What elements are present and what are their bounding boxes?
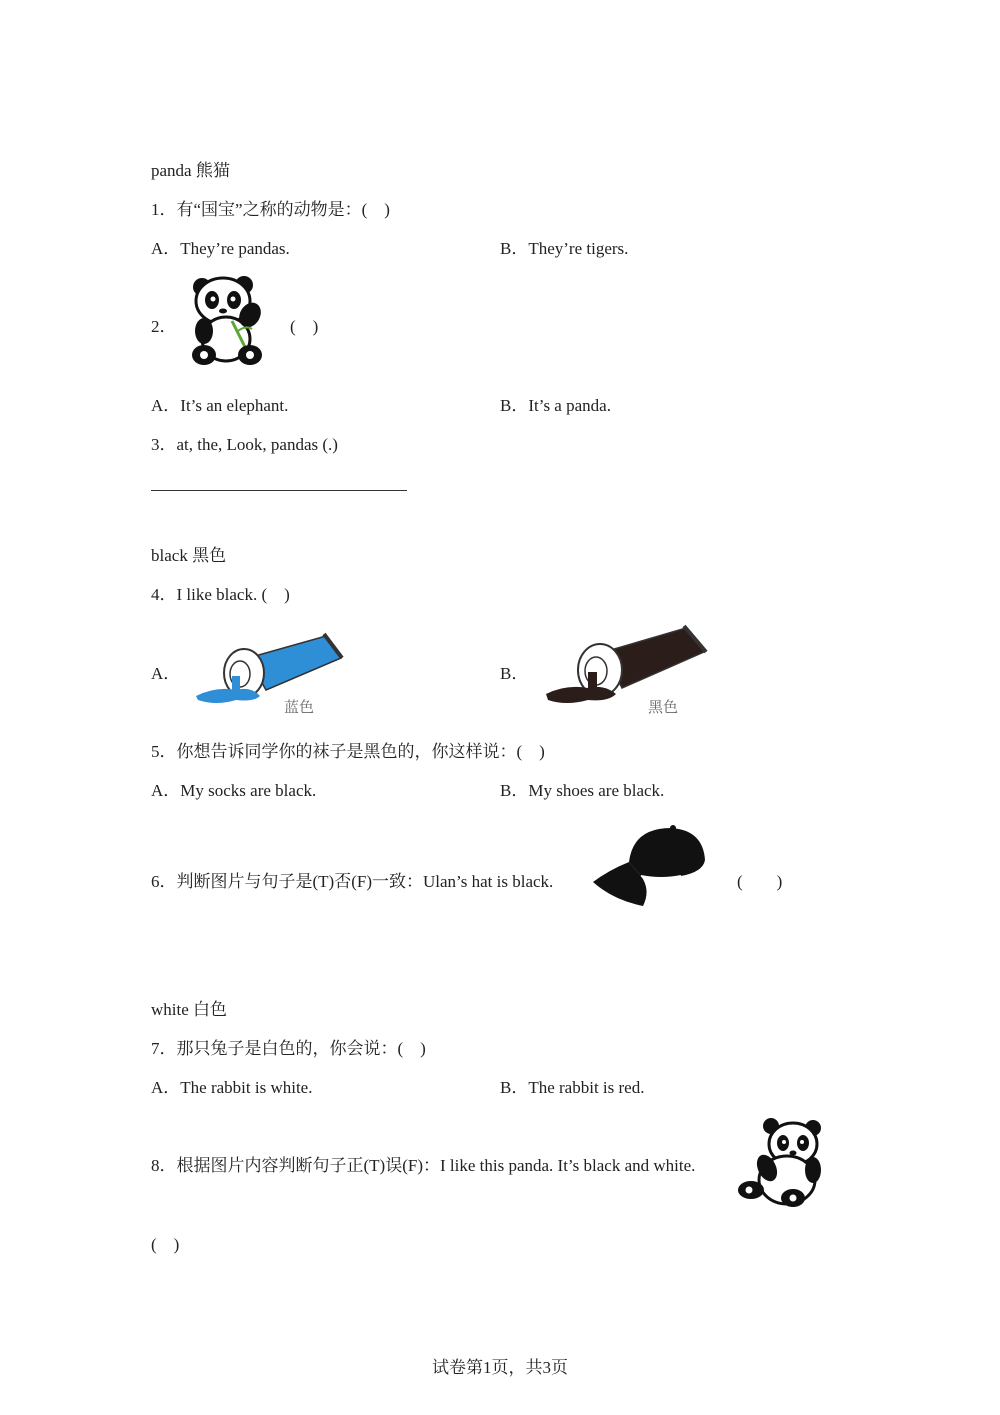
question-4-option-a-label[interactable]: A． — [151, 664, 181, 683]
question-1-option-b[interactable]: B．They’re tigers. — [500, 239, 629, 258]
question-5-stem: 5．你想告诉同学你的袜子是黑色的，你这样说：( ) — [151, 742, 545, 761]
question-8-answer-paren[interactable]: ( ) — [151, 1235, 180, 1254]
question-7-stem: 7．那只兔子是白色的，你会说：( ) — [151, 1039, 426, 1058]
section-title-white: white 白色 — [151, 1000, 228, 1019]
blue-paint-tube-icon[interactable] — [196, 628, 346, 718]
section-title-black: black 黑色 — [151, 546, 227, 565]
section-title-panda: panda 熊猫 — [151, 161, 230, 180]
question-2-number: 2． — [151, 317, 177, 336]
page-footer: 试卷第1页，共3页 — [432, 1358, 568, 1377]
question-5-option-a[interactable]: A．My socks are black. — [151, 781, 317, 800]
question-8-stem: 8．根据图片内容判断句子正(T)误(F)：I like this panda. It’s black and white. — [151, 1156, 696, 1175]
question-4-option-a-caption: 蓝色 — [284, 698, 315, 716]
question-3-answer-line[interactable] — [151, 490, 407, 491]
question-5-option-b[interactable]: B．My shoes are black. — [500, 781, 665, 800]
question-1-option-a[interactable]: A．They’re pandas. — [151, 239, 290, 258]
question-2-answer-paren[interactable]: ( ) — [290, 317, 319, 336]
question-1-stem: 1．有“国宝”之称的动物是：( ) — [151, 200, 390, 219]
question-3-stem: 3．at, the, Look, pandas (.) — [151, 435, 338, 454]
question-4-option-b-caption: 黑色 — [648, 698, 679, 716]
sitting-panda-icon — [737, 1116, 823, 1208]
black-cap-icon — [591, 824, 709, 910]
panda-holding-bamboo-icon — [190, 273, 272, 367]
question-6-stem: 6．判断图片与句子是(T)否(F)一致：Ulan’s hat is black. — [151, 872, 554, 891]
question-6-answer-paren[interactable]: ( ) — [737, 872, 783, 891]
question-4-stem: 4．I like black. ( ) — [151, 585, 290, 604]
question-7-option-b[interactable]: B．The rabbit is red. — [500, 1078, 645, 1097]
question-2-option-b[interactable]: B．It’s a panda. — [500, 396, 611, 415]
black-paint-tube-icon[interactable] — [544, 620, 710, 718]
question-4-option-b-label[interactable]: B． — [500, 664, 529, 683]
question-7-option-a[interactable]: A．The rabbit is white. — [151, 1078, 313, 1097]
question-2-option-a[interactable]: A．It’s an elephant. — [151, 396, 289, 415]
